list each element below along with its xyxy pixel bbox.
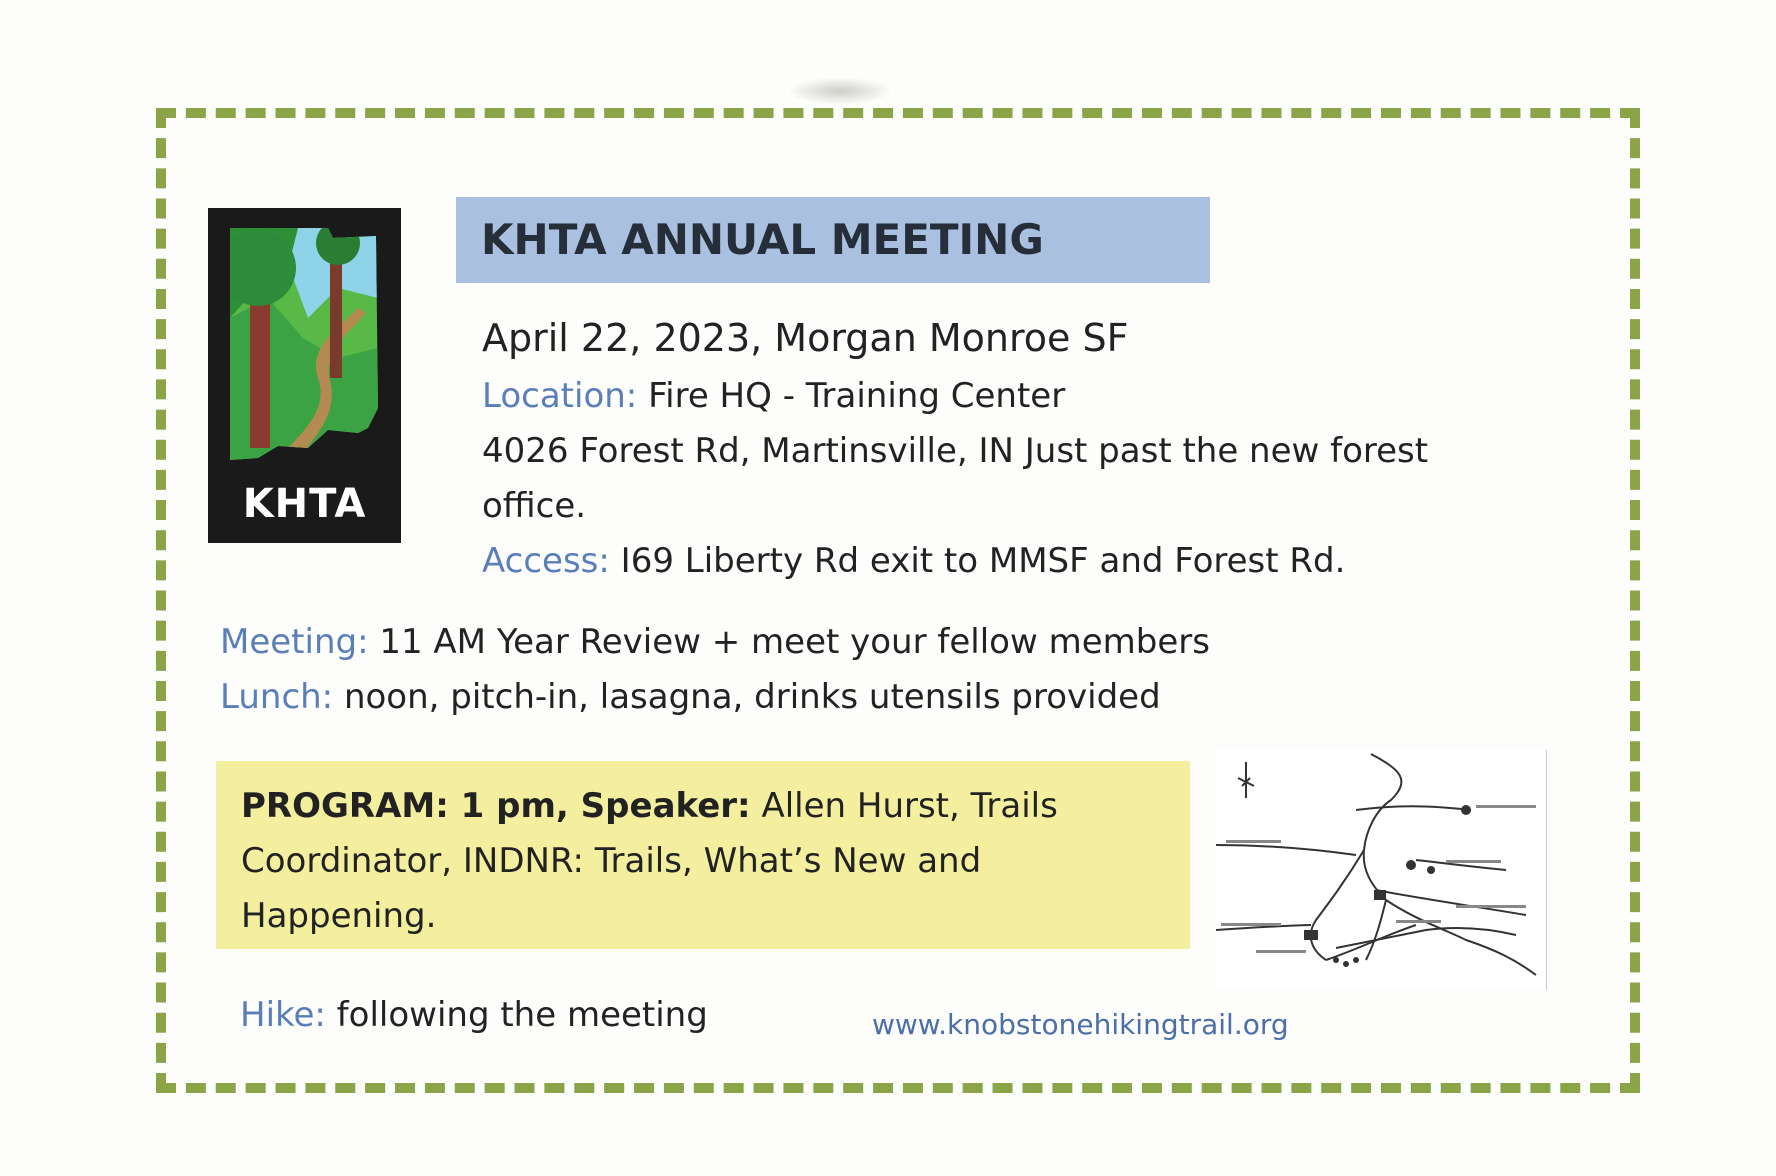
location-line xyxy=(482,376,1065,416)
meeting-label: Meeting: xyxy=(220,622,369,662)
website-link[interactable]: www.knobstonehikingtrail.org xyxy=(872,1008,1289,1041)
title-banner xyxy=(456,197,1210,283)
khta-logo xyxy=(208,208,401,543)
lunch-line xyxy=(220,677,1161,717)
address-line-1: 4026 Forest Rd, Martinsville, IN Just past the new forest xyxy=(482,431,1429,471)
access-label: Access: xyxy=(482,541,610,581)
hike-value: following the meeting xyxy=(325,995,708,1035)
program-text xyxy=(241,779,1141,944)
program-line-1: Allen Hurst, Trails xyxy=(750,786,1058,826)
trail-map xyxy=(1216,750,1547,990)
program-line-2: Coordinator, INDNR: Trails, What’s New and xyxy=(241,841,982,881)
date-line: April 22, 2023, Morgan Monroe SF xyxy=(482,316,1129,360)
location-label: Location: xyxy=(482,376,638,416)
meeting-value: 11 AM Year Review + meet your fellow members xyxy=(368,622,1210,662)
program-box xyxy=(216,761,1190,949)
trail-map-icon xyxy=(1216,750,1546,990)
address-line-2: office. xyxy=(482,486,587,526)
access-value: I69 Liberty Rd exit to MMSF and Forest Rd. xyxy=(609,541,1346,581)
paper-smudge xyxy=(790,78,890,104)
page-title: KHTA ANNUAL MEETING xyxy=(481,215,1044,264)
lunch-value: noon, pitch-in, lasagna, drinks utensils provided xyxy=(333,677,1161,717)
meeting-line xyxy=(220,622,1210,662)
logo-text: KHTA xyxy=(242,481,367,527)
hike-label: Hike: xyxy=(240,995,326,1035)
program-label: PROGRAM: 1 pm, Speaker: xyxy=(241,786,751,826)
access-line xyxy=(482,541,1345,581)
lunch-label: Lunch: xyxy=(220,677,334,717)
program-line-3: Happening. xyxy=(241,896,437,936)
hike-line xyxy=(240,995,708,1035)
location-value: Fire HQ - Training Center xyxy=(637,376,1066,416)
